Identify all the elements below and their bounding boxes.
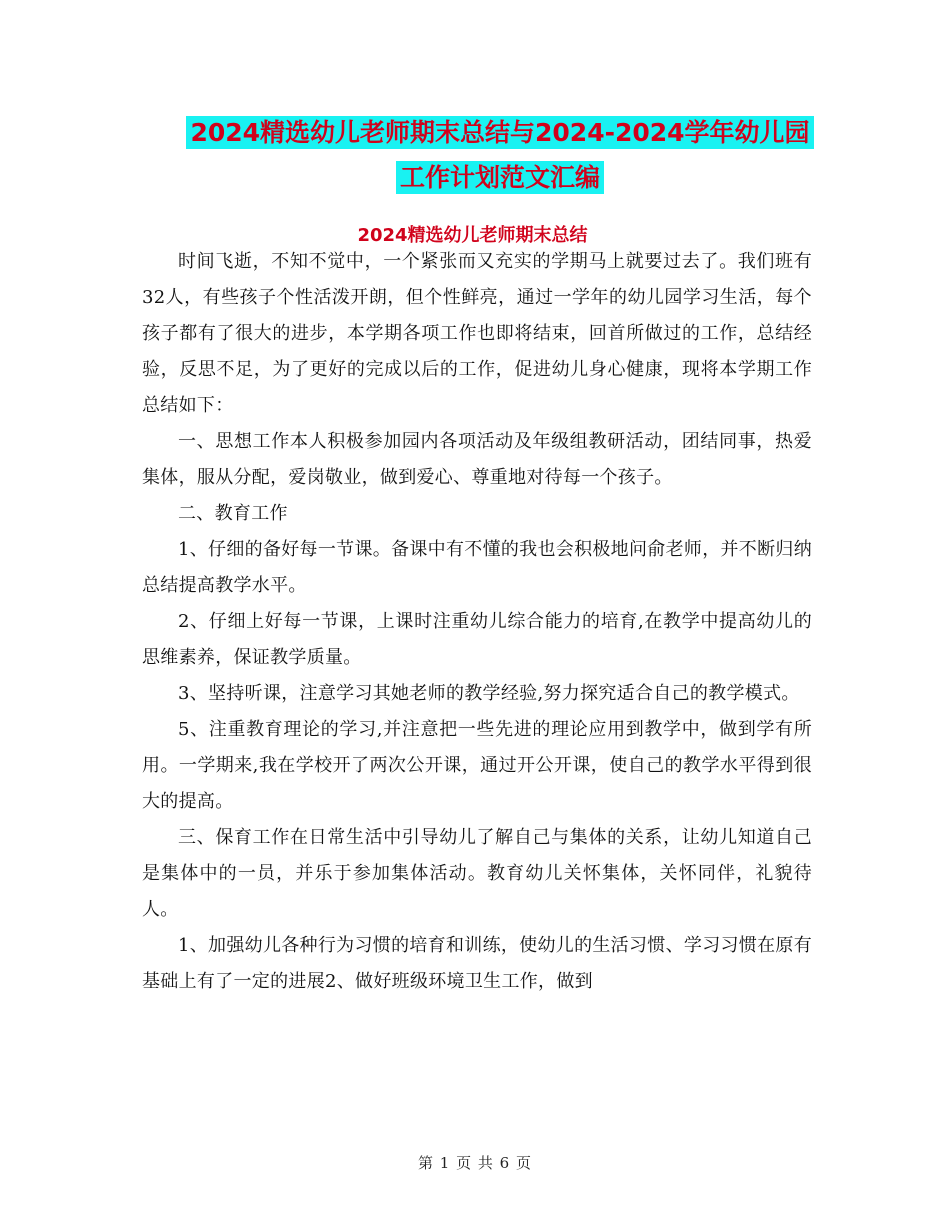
paragraph-care-work: 三、保育工作在日常生活中引导幼儿了解自己与集体的关系，让幼儿知道自己是集体中的一员，并乐于参加集体活动。教育幼儿关怀集体，关怀同伴，礼貌待人。	[142, 827, 812, 920]
paragraph-thought-work: 一、思想工作本人积极参加园内各项活动及年级组教研活动，团结同事，热爱集体，服从分配，爱岗敬业，做到爱心、尊重地对待每一个孩子。	[142, 431, 812, 488]
paragraph-education-heading: 二、教育工作	[178, 503, 288, 524]
paragraph-education-item-1: 1、仔细的备好每一节课。备课中有不懂的我也会积极地问俞老师，并不断归纳总结提高教学水平。	[142, 539, 812, 596]
document-title	[120, 110, 880, 200]
paragraph-education-item-2: 2、仔细上好每一节课，上课时注重幼儿综合能力的培育,在教学中提高幼儿的思维素养，保证教学质量。	[142, 611, 812, 668]
paragraph-education-item-3: 3、坚持听课，注意学习其她老师的教学经验,努力探究适合自己的教学模式。	[178, 683, 800, 704]
document-body	[142, 244, 812, 1000]
paragraph-education-item-5: 5、注重教育理论的学习,并注意把一些先进的理论应用到教学中，做到学有所用。一学期来,我在学校开了两次公开课，通过开公开课，使自己的教学水平得到很大的提高。	[142, 719, 812, 812]
page-footer: 第 1 页 共 6 页	[418, 1154, 532, 1172]
document-title-line-2: 工作计划范文汇编	[396, 161, 604, 194]
paragraph-care-item-1: 1、加强幼儿各种行为习惯的培育和训练，使幼儿的生活习惯、学习习惯在原有基础上有了一定的进展2、做好班级环境卫生工作，做到	[142, 935, 812, 992]
section-title: 2024精选幼儿老师期末总结	[357, 225, 588, 246]
document-title-line-1: 2024精选幼儿老师期末总结与2024-2024学年幼儿园	[186, 116, 813, 149]
paragraph-intro: 时间飞逝，不知不觉中，一个紧张而又充实的学期马上就要过去了。我们班有32人，有些孩子个性活泼开朗，但个性鲜亮，通过一学年的幼儿园学习生活，每个孩子都有了很大的进步，本学期各项工作也即将结束，回首所做过的工作，总结经验，反思不足，为了更好的完成以后的工作，促进幼儿身心健康，现将本学期工作总结如下：	[142, 251, 812, 416]
